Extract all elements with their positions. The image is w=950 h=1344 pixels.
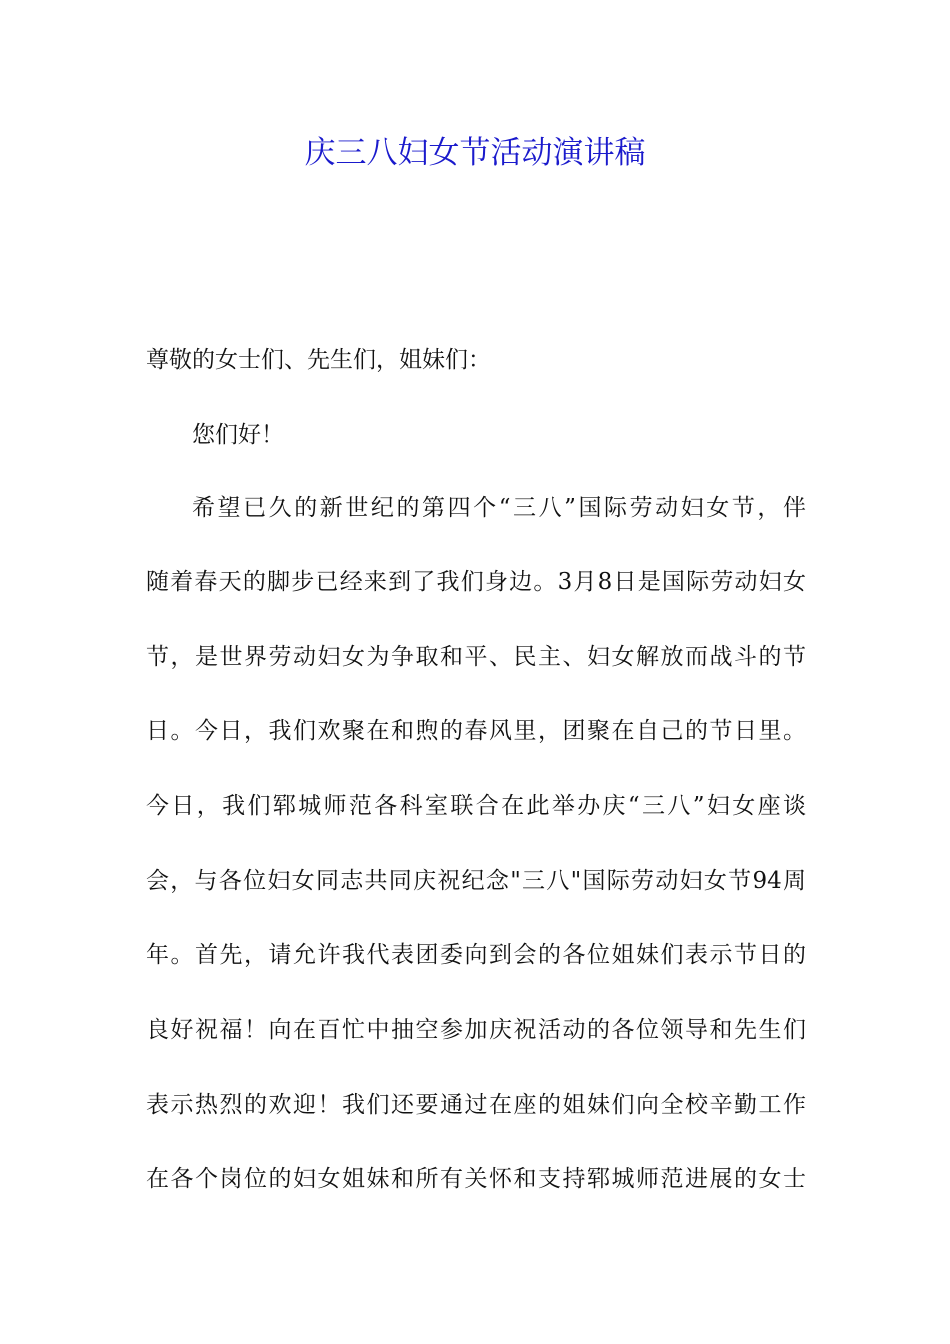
body-line: 日。今日，我们欢聚在和煦的春风里，团聚在自己的节日里。 [146,718,806,744]
body-line: 年。首先，请允许我代表团委向到会的各位姐妹们表示节日的 [146,942,806,968]
salutation-line: 尊敬的女士们、先生们，姐妹们： [146,347,491,373]
body-line: 随着春天的脚步已经来到了我们身边。3月8日是国际劳动妇女 [146,569,806,595]
body-line: 希望已久的新世纪的第四个“三八”国际劳动妇女节，伴 [192,495,806,521]
body-line: 节，是世界劳动妇女为争取和平、民主、妇女解放而战斗的节 [146,644,806,670]
body-line: 今日，我们郓城师范各科室联合在此举办庆“三八”妇女座谈 [146,793,806,819]
body-line: 表示热烈的欢迎！我们还要通过在座的姐妹们向全校辛勤工作 [146,1092,806,1118]
body-line: 会，与各位妇女同志共同庆祝纪念"三八"国际劳动妇女节94周 [146,868,806,894]
body-line: 良好祝福！向在百忙中抽空参加庆祝活动的各位领导和先生们 [146,1017,806,1043]
body-line: 在各个岗位的妇女姐妹和所有关怀和支持郓城师范进展的女士 [146,1166,806,1192]
greeting-line: 您们好！ [192,422,284,448]
document-title: 庆三八妇女节活动演讲稿 [304,135,646,171]
